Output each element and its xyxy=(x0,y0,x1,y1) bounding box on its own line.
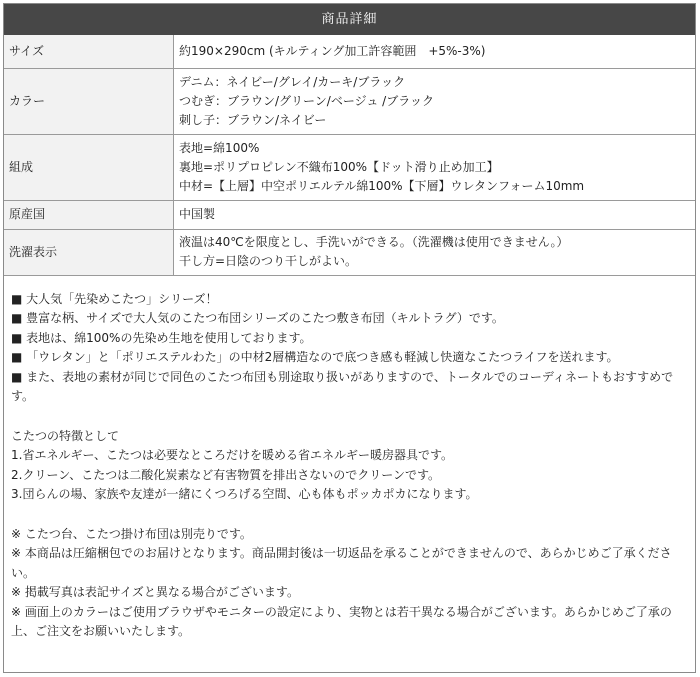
note-item: ※ こたつ台、こたつ掛け布団は別売りです。 xyxy=(11,526,252,541)
spec-value-line: つむぎ：ブラウン/グリーン/ベージュ /ブラック xyxy=(179,93,434,108)
spec-row-size xyxy=(4,35,695,68)
spec-label: 洗濯表示 xyxy=(4,229,174,275)
spec-table xyxy=(4,35,695,276)
spec-value-line: 干し方=日陰のつり干しがよい。 xyxy=(179,254,358,268)
kotatsu-heading: こたつの特徴として xyxy=(11,428,120,443)
spec-row-origin xyxy=(4,200,695,229)
spec-value xyxy=(174,229,696,275)
kotatsu-point: 1.省エネルギー、こたつは必要なところだけを暖める省エネルギー暖房器具です。 xyxy=(11,448,454,462)
spec-value-line: 刺し子：ブラウン/ネイビー xyxy=(179,112,327,127)
spec-label: サイズ xyxy=(4,35,174,68)
note-item: ※ 本商品は圧縮梱包でのお届けとなります。商品開封後は一切返品を承ることができませんので、あらかじめご了承ください。 xyxy=(11,546,672,580)
feature-item: ■ また、表地の素材が同じで同色のこたつ布団も別途取り扱いがありますので、トータルでのコーディネートもおすすめです。 xyxy=(11,369,674,403)
kotatsu-point: 2.クリーン、こたつは二酸化炭素など有害物質を排出さないのでクリーンです。 xyxy=(11,467,441,482)
spec-value-line: 液温は40℃を限度とし、手洗いができる。（洗濯機は使用できません。） xyxy=(179,235,569,249)
spec-value-line: デニム：ネイビー/グレイ/カーキ/ブラック xyxy=(179,74,406,89)
spec-value xyxy=(174,134,696,200)
note-item: ※ 画面上のカラーはご使用ブラウザやモニターの設定により、実物とは若干異なる場合がございます。あらかじめご了承の上、ご注文をお願いいたします。 xyxy=(11,604,672,638)
spec-value-line: 中国製 xyxy=(179,207,216,221)
spec-label: 原産国 xyxy=(4,200,174,229)
spec-row-material xyxy=(4,134,695,200)
spec-label: カラー xyxy=(4,68,174,134)
spec-value-line: 約190×290cm (キルティング加工許容範囲 +5%-3%) xyxy=(179,43,486,58)
kotatsu-point: 3.団らんの場、家族や友達が一緒にくつろげる空間、心も体もポッカポカになります。 xyxy=(11,487,478,501)
section-title: 商品詳細 xyxy=(4,4,695,35)
spec-label: 組成 xyxy=(4,134,174,200)
feature-item: ■ 表地は、綿100%の先染め生地を使用しております。 xyxy=(11,330,312,345)
feature-item: ■ 大人気「先染めこたつ」シリーズ！ xyxy=(11,291,218,306)
spec-value xyxy=(174,35,696,68)
spec-value xyxy=(174,200,696,229)
spec-row-washing xyxy=(4,229,695,275)
spec-value xyxy=(174,68,696,134)
spec-value-line: 表地=綿100% xyxy=(179,140,260,155)
spec-value-line: 裏地=ポリプロピレン不織布100%【ドット滑り止め加工】 xyxy=(179,159,499,174)
product-details-panel xyxy=(3,3,696,673)
product-description xyxy=(4,276,695,642)
spec-row-color xyxy=(4,68,695,134)
feature-item: ■ 「ウレタン」と「ポリエステルわた」の中材2層構造なので底つき感も軽減し快適なこたつライフを送れます。 xyxy=(11,350,619,364)
note-item: ※ 掲載写真は表記サイズと異なる場合がございます。 xyxy=(11,585,299,599)
spec-value-line: 中材=【上層】中空ポリエルテル綿100%【下層】ウレタンフォーム10mm xyxy=(179,178,585,193)
feature-item: ■ 豊富な柄、サイズで大人気のこたつ布団シリーズのこたつ敷き布団（キルトラグ）です。 xyxy=(11,311,504,325)
